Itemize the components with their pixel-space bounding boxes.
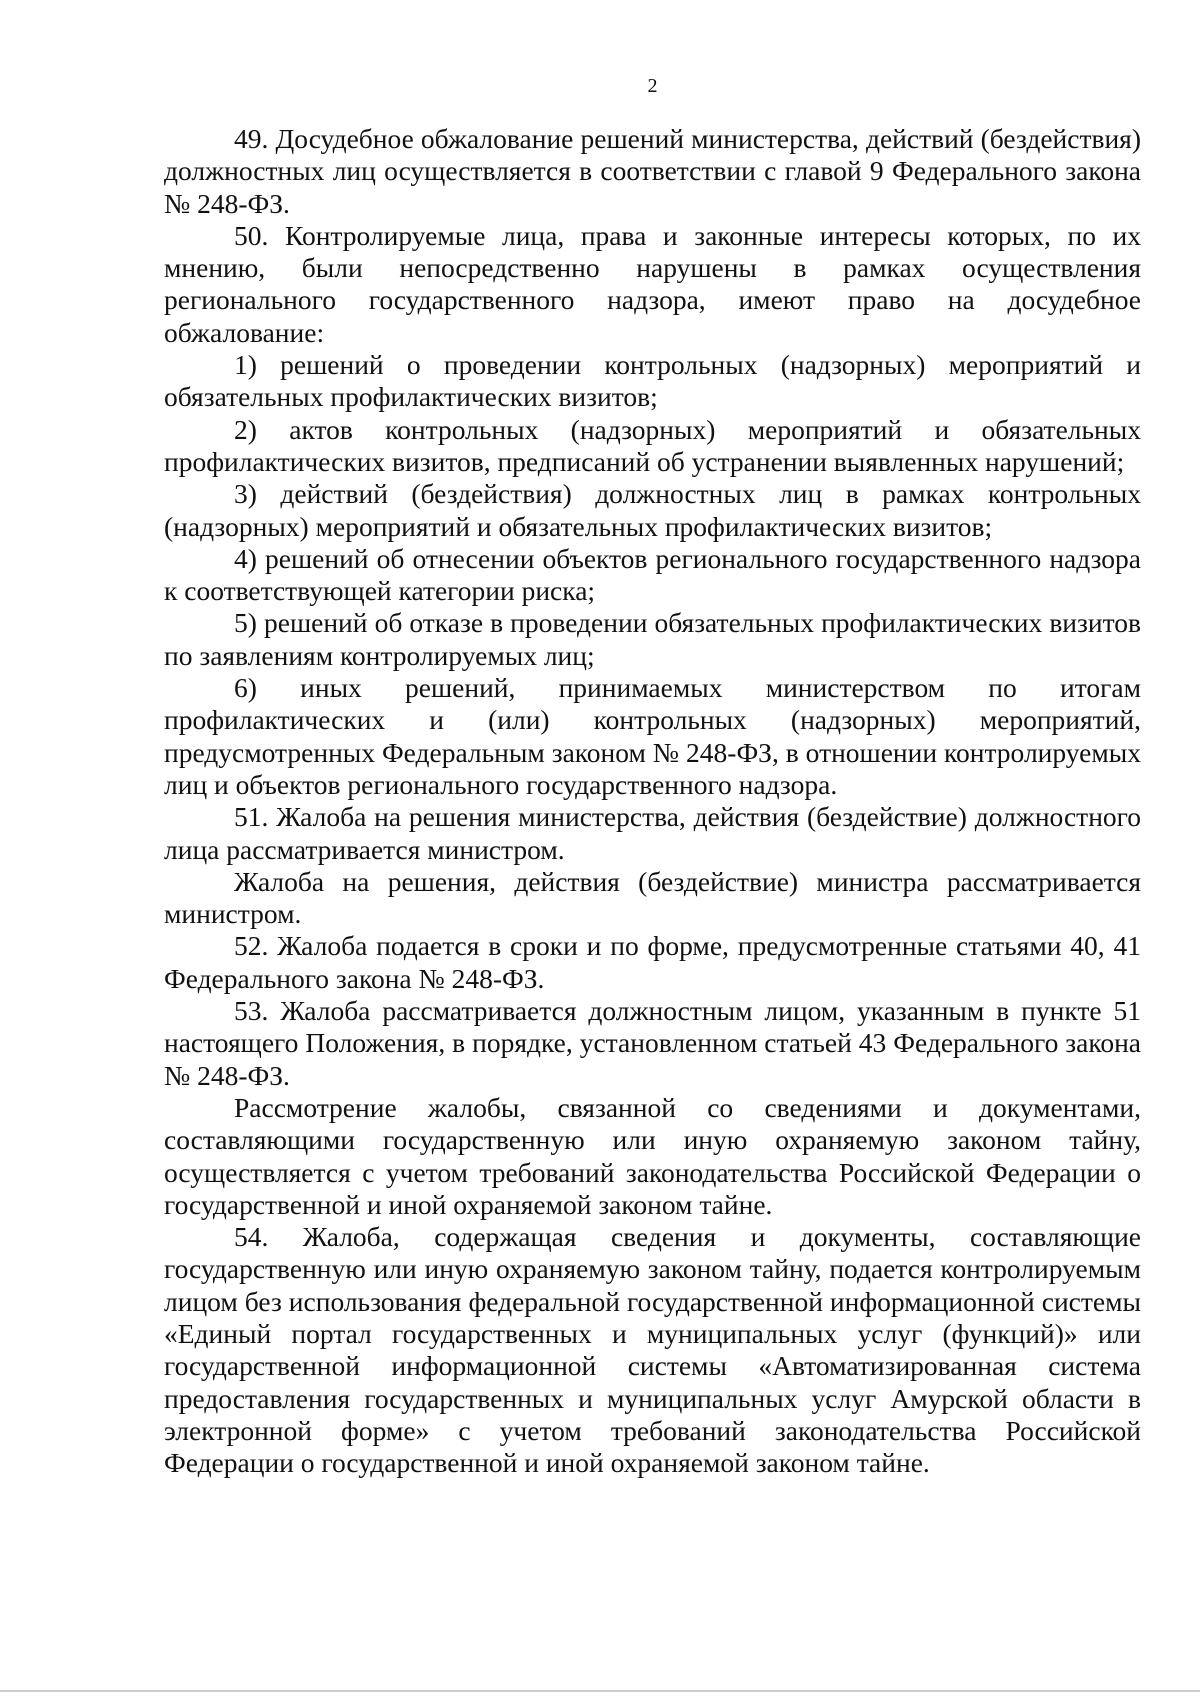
list-item-5: 5) решений об отказе в проведении обязательных профилактических визитов по заявлениям контролируемых лиц;: [164, 607, 1141, 671]
document-body: [164, 123, 1141, 1479]
paragraph-51-continued: Жалоба на решения, действия (бездействие) министра рассматривается министром.: [164, 865, 1141, 930]
paragraph-51: 51. Жалоба на решения министерства, действия (бездействие) должностного лица рассматривается министром.: [164, 801, 1141, 865]
paragraph-54: 54. Жалоба, содержащая сведения и документы, составляющие государственную или иную охраняемую законом тайну, подается контролируемым лицом без использования федеральной государственной информационной системы «Единый портал государственных и муниципальных услуг (функций)» или государственной информационной системы «Автоматизированная система предоставления государственных и муниципальных услуг Амурской области в электронной форме» с учетом требований законодательства Российской Федерации о государственной и иной охраняемой законом тайне.: [164, 1221, 1141, 1479]
paragraph-49: 49. Досудебное обжалование решений министерства, действий (бездействия) должностных лиц осуществляется в соответствии с главой 9 Федерального закона № 248-ФЗ.: [164, 123, 1141, 219]
list-item-4: 4) решений об отнесении объектов регионального государственного надзора к соответствующей категории риска;: [164, 542, 1141, 607]
list-item-6: 6) иных решений, принимаемых министерством по итогам профилактических и (или) контрольных (надзорных) мероприятий, предусмотренных Федеральным законом № 248-ФЗ, в отношении контролируемых лиц и объектов регионального государственного надзора.: [164, 672, 1141, 800]
list-item-1: 1) решений о проведении контрольных (надзорных) мероприятий и обязательных профилактических визитов;: [164, 349, 1141, 413]
page-number: 2: [647, 75, 658, 97]
paragraph-52: 52. Жалоба подается в сроки и по форме, предусмотренные статьями 40, 41 Федерального закона № 248-ФЗ.: [164, 930, 1141, 994]
scan-edge-line: [0, 1690, 1200, 1692]
list-item-3: 3) действий (бездействия) должностных лиц в рамках контрольных (надзорных) мероприятий и обязательных профилактических визитов;: [164, 478, 1141, 542]
list-item-2: 2) актов контрольных (надзорных) мероприятий и обязательных профилактических визитов, предписаний об устранении выявленных нарушений;: [164, 413, 1141, 477]
paragraph-53-continued: Рассмотрение жалобы, связанной со сведениями и документами, составляющими государственную или иную охраняемую законом тайну, осуществляется с учетом требований законодательства Российской Федерации о государственной и иной охраняемой законом тайне.: [164, 1091, 1141, 1220]
paragraph-50: 50. Контролируемые лица, права и законные интересы которых, по их мнению, были непосредственно нарушены в рамках осуществления регионального государственного надзора, имеют право на досудебное обжалование:: [164, 219, 1141, 348]
paragraph-53: 53. Жалоба рассматривается должностным лицом, указанным в пункте 51 настоящего Положения, в порядке, установленном статьей 43 Федерального закона № 248-ФЗ.: [164, 995, 1141, 1091]
